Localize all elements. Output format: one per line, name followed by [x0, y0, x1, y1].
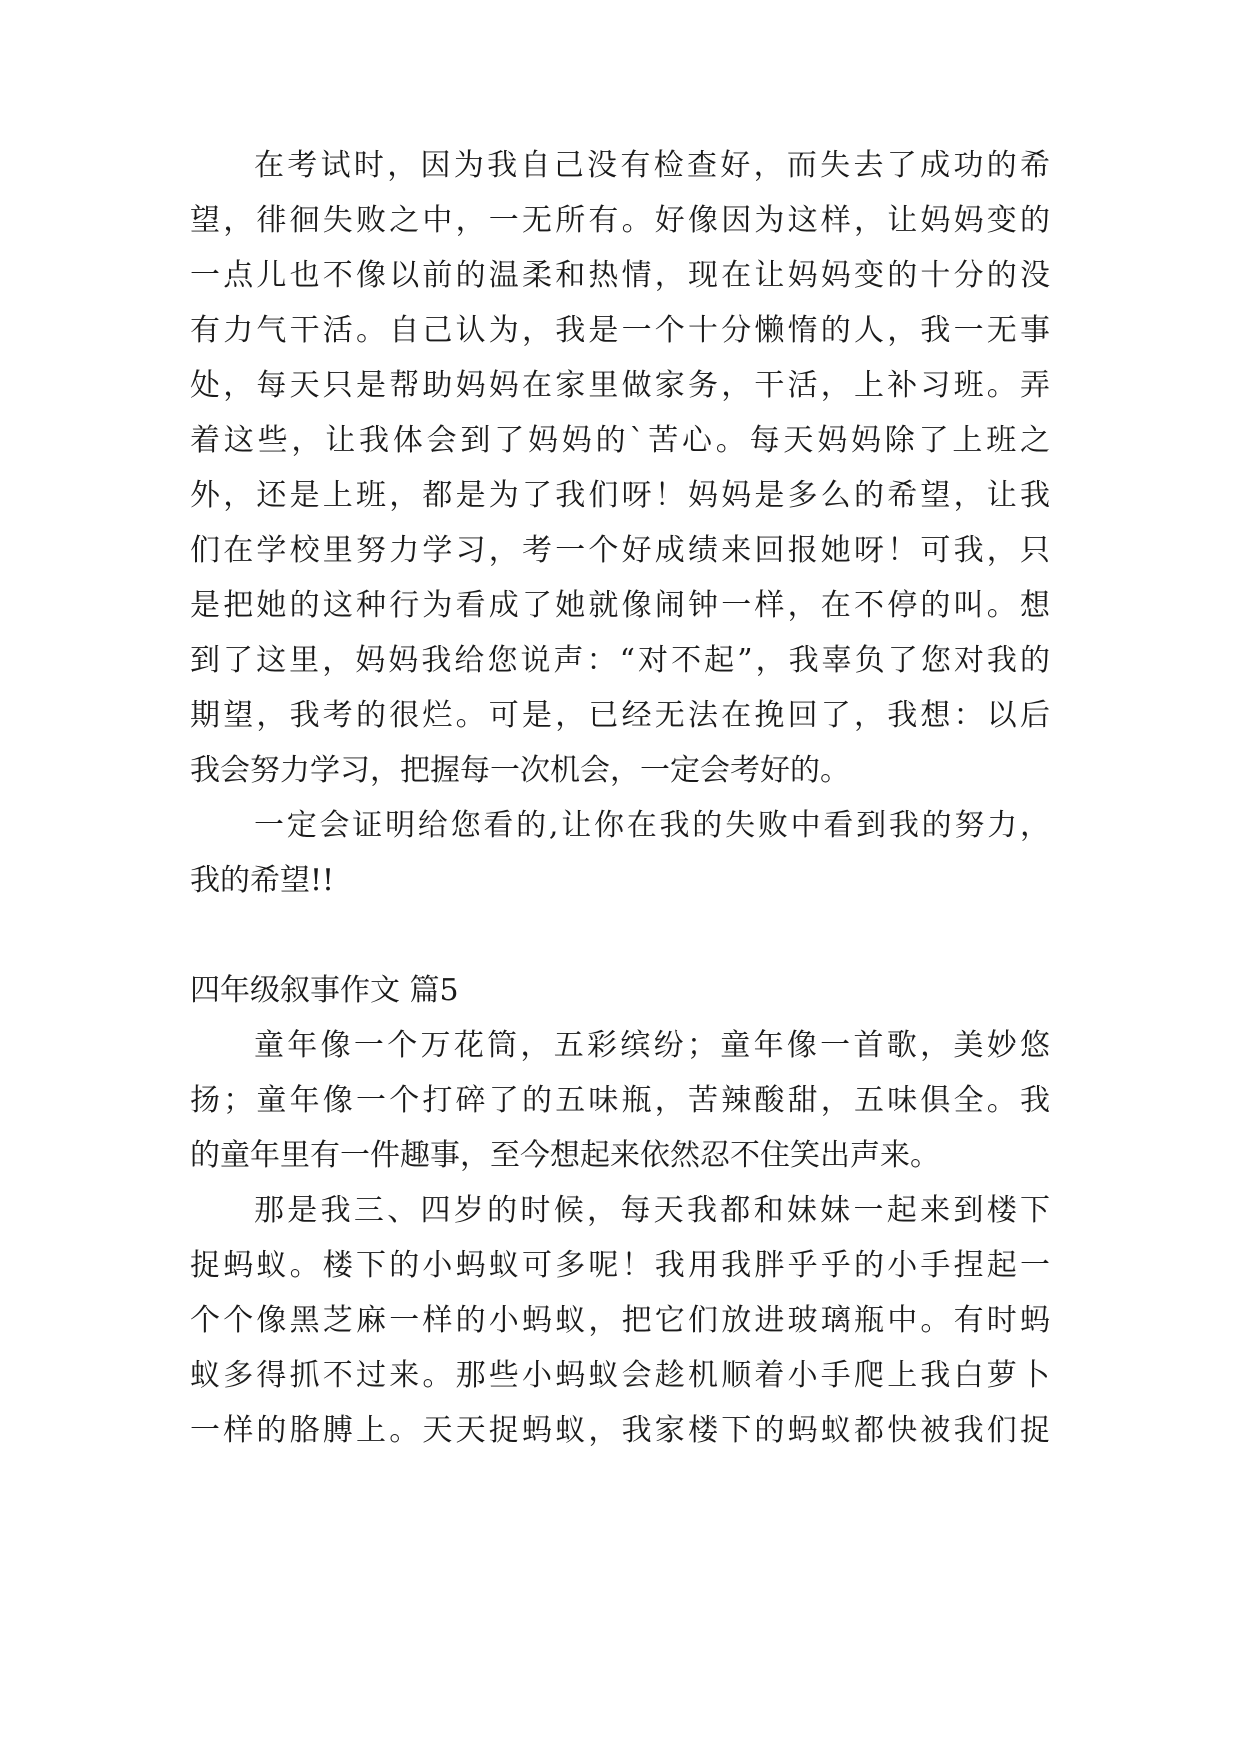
paragraph-4-line: 那是我三、四岁的时候，每天我都和妹妹一起来到楼下	[254, 1193, 1050, 1228]
paragraph-1-line: 一点儿也不像以前的温柔和热情，现在让妈妈变的十分的没	[190, 258, 1050, 293]
paragraph-1-line: 外，还是上班，都是为了我们呀！妈妈是多么的希望，让我	[190, 478, 1050, 513]
paragraph-1-line: 在考试时，因为我自己没有检查好，而失去了成功的希	[254, 148, 1050, 183]
paragraph-2-line: 一定会证明给您看的,让你在我的失败中看到我的努力，	[254, 808, 1050, 843]
paragraph-3-line: 扬；童年像一个打碎了的五味瓶，苦辣酸甜，五味俱全。我	[190, 1083, 1050, 1118]
paragraph-3-line: 的童年里有一件趣事，至今想起来依然忍不住笑出声来。	[190, 1138, 940, 1173]
paragraph-3-line: 童年像一个万花筒，五彩缤纷；童年像一首歌，美妙悠	[254, 1028, 1050, 1063]
paragraph-1-line: 望，徘徊失败之中，一无所有。好像因为这样，让妈妈变的	[190, 203, 1050, 238]
paragraph-1-line: 们在学校里努力学习，考一个好成绩来回报她呀！可我，只	[190, 533, 1050, 568]
section-heading: 四年级叙事作文 篇5	[190, 973, 459, 1008]
paragraph-1-line: 有力气干活。自己认为，我是一个十分懒惰的人，我一无事	[190, 313, 1050, 348]
paragraph-1-line: 处，每天只是帮助妈妈在家里做家务，干活，上补习班。弄	[190, 368, 1050, 403]
paragraph-1-line: 是把她的这种行为看成了她就像闹钟一样，在不停的叫。想	[190, 588, 1050, 623]
paragraph-1-line: 我会努力学习，把握每一次机会，一定会考好的。	[190, 753, 850, 788]
paragraph-1-line: 期望，我考的很烂。可是，已经无法在挽回了，我想：以后	[190, 698, 1050, 733]
paragraph-4-line: 个个像黑芝麻一样的小蚂蚁，把它们放进玻璃瓶中。有时蚂	[190, 1303, 1050, 1338]
paragraph-4-line: 蚁多得抓不过来。那些小蚂蚁会趁机顺着小手爬上我白萝卜	[190, 1358, 1050, 1393]
paragraph-4-line: 捉蚂蚁。楼下的小蚂蚁可多呢！我用我胖乎乎的小手捏起一	[190, 1248, 1050, 1283]
paragraph-1-line: 到了这里，妈妈我给您说声：“对不起”，我辜负了您对我的	[190, 643, 1050, 678]
paragraph-1-line: 着这些，让我体会到了妈妈的`苦心。每天妈妈除了上班之	[190, 423, 1050, 458]
paragraph-4-line: 一样的胳膊上。天天捉蚂蚁，我家楼下的蚂蚁都快被我们捉	[190, 1413, 1050, 1448]
paragraph-2-line: 我的希望!!	[190, 863, 335, 898]
